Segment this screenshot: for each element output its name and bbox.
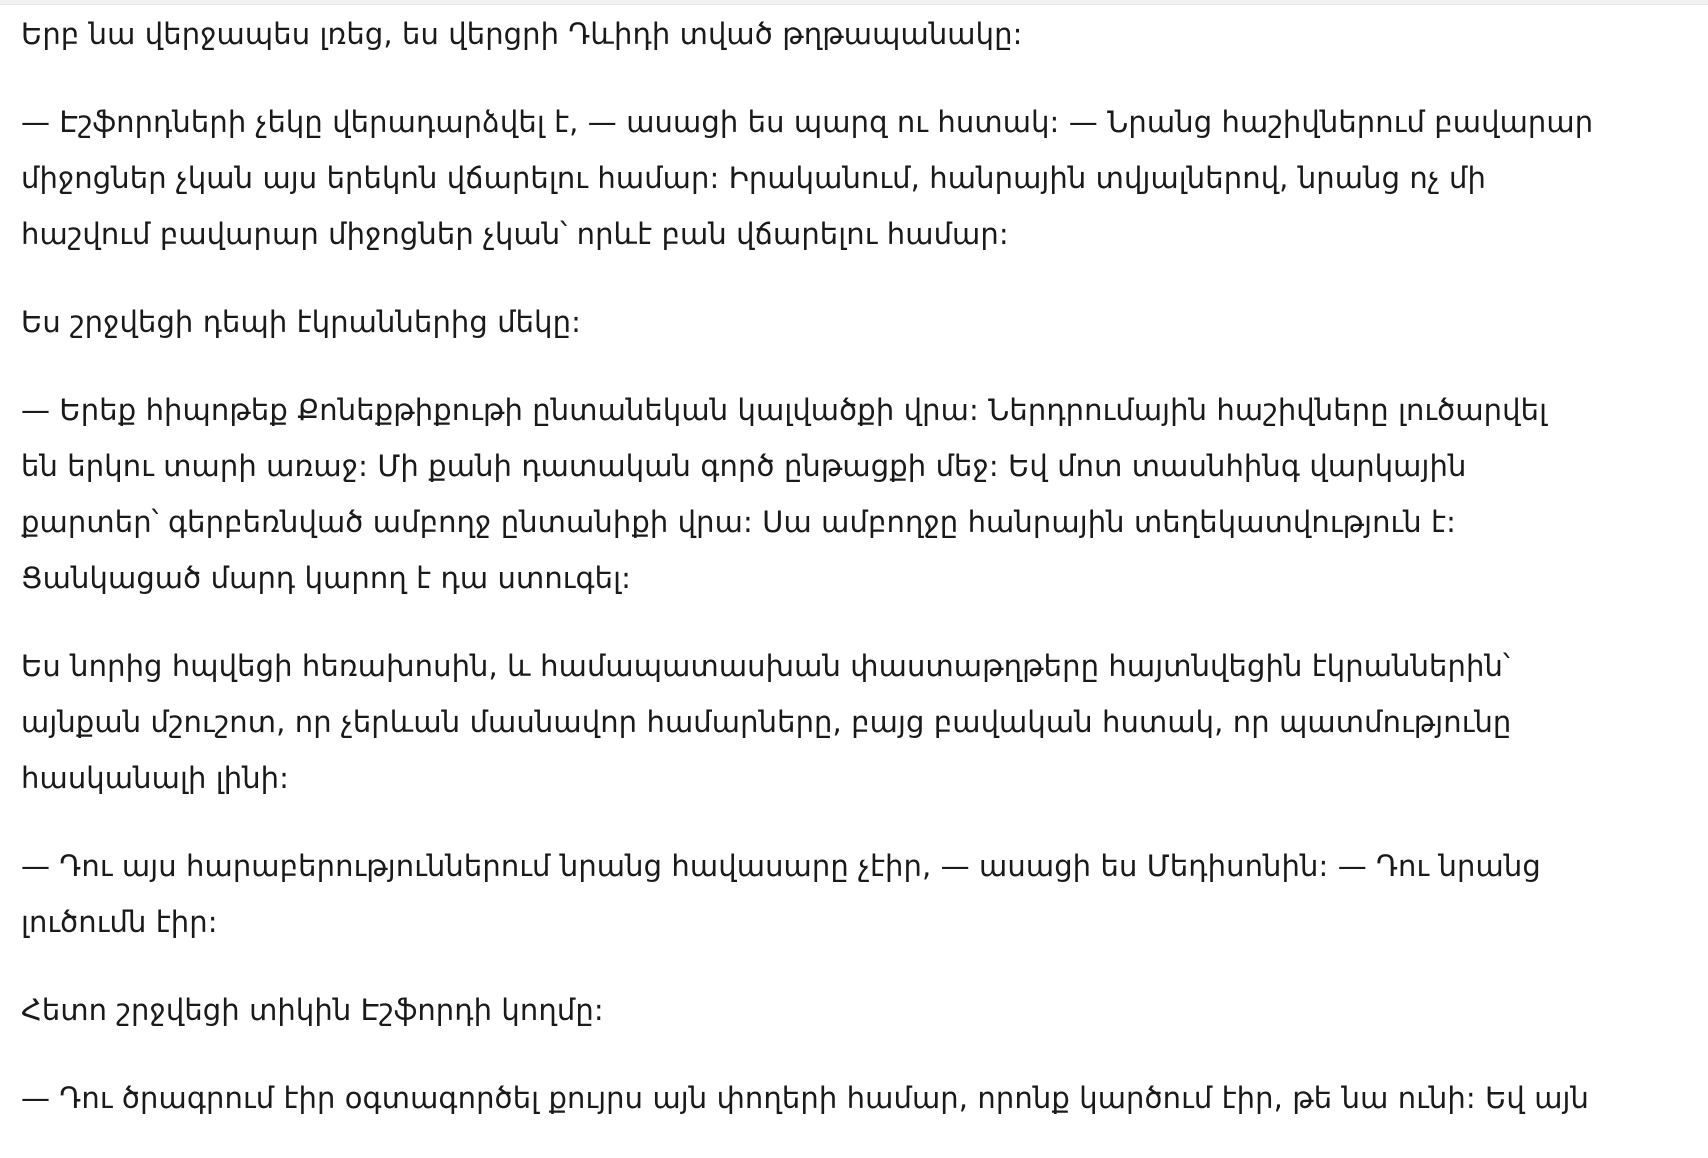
text-line: լուծումն էիր: — [21, 905, 218, 939]
text-line: հաշվում բավարար միջոցներ չկան՝ որևէ բան վճարելու համար: — [21, 217, 1009, 251]
paragraph — [21, 838, 1581, 950]
paragraph — [21, 6, 1581, 62]
text-line: հասկանալի լինի: — [21, 761, 290, 795]
text-line: այնքան մշուշոտ, որ չերևան մասնավոր համարները, բայց բավական հստակ, որ պատմությունը — [21, 705, 1512, 739]
text-line: Երբ նա վերջապես լռեց, ես վերցրի Դևիդի տված թղթապանակը: — [21, 17, 1023, 51]
text-line: Ես նորից հպվեցի հեռախոսին, և համապատասխան փաստաթղթերը հայտնվեցին էկրաններին՝ — [21, 649, 1510, 683]
text-line: են երկու տարի առաջ: Մի քանի դատական գործ ընթացքի մեջ: Եվ մոտ տասնհինգ վարկային — [21, 449, 1467, 483]
paragraph — [21, 382, 1581, 606]
text-line: — Դու այս հարաբերություններում նրանց հավասարը չէիր, — ասացի ես Մեդիսոնին: — Դու նրանց — [21, 849, 1541, 883]
paragraph — [21, 982, 1581, 1038]
text-line: միջոցներ չկան այս երեկոն վճարելու համար: Իրականում, հանրային տվյալներով, նրանց ոչ մի — [21, 161, 1486, 195]
top-divider — [0, 0, 1708, 5]
text-line: — Դու ծրագրում էիր օգտագործել քույրս այն փողերի համար, որոնք կարծում էիր, թե նա ունի: Եվ այն — [21, 1081, 1589, 1115]
text-line: քարտեր՝ գերբեռնված ամբողջ ընտանիքի վրա: Սա ամբողջը հանրային տեղեկատվություն է: — [21, 505, 1456, 539]
paragraph — [21, 638, 1581, 806]
text-line: Հետո շրջվեցի տիկին Էշֆորդի կողմը: — [21, 993, 604, 1027]
document-body — [21, 6, 1594, 1158]
text-line: — Էշֆորդների չեկը վերադարձվել է, — ասացի ես պարզ ու հստակ: — Նրանց հաշիվներում բավարար — [21, 105, 1594, 139]
paragraph — [21, 294, 1581, 350]
text-line: Ցանկացած մարդ կարող է դա ստուգել: — [21, 561, 632, 595]
text-line: — Երեք հիպոթեք Քոնեքթիքութի ընտանեկան կալվածքի վրա: Ներդրումային հաշիվները լուծարվել — [21, 393, 1548, 427]
paragraph — [21, 94, 1594, 262]
text-line: Ես շրջվեցի դեպի էկրաններից մեկը: — [21, 305, 581, 339]
